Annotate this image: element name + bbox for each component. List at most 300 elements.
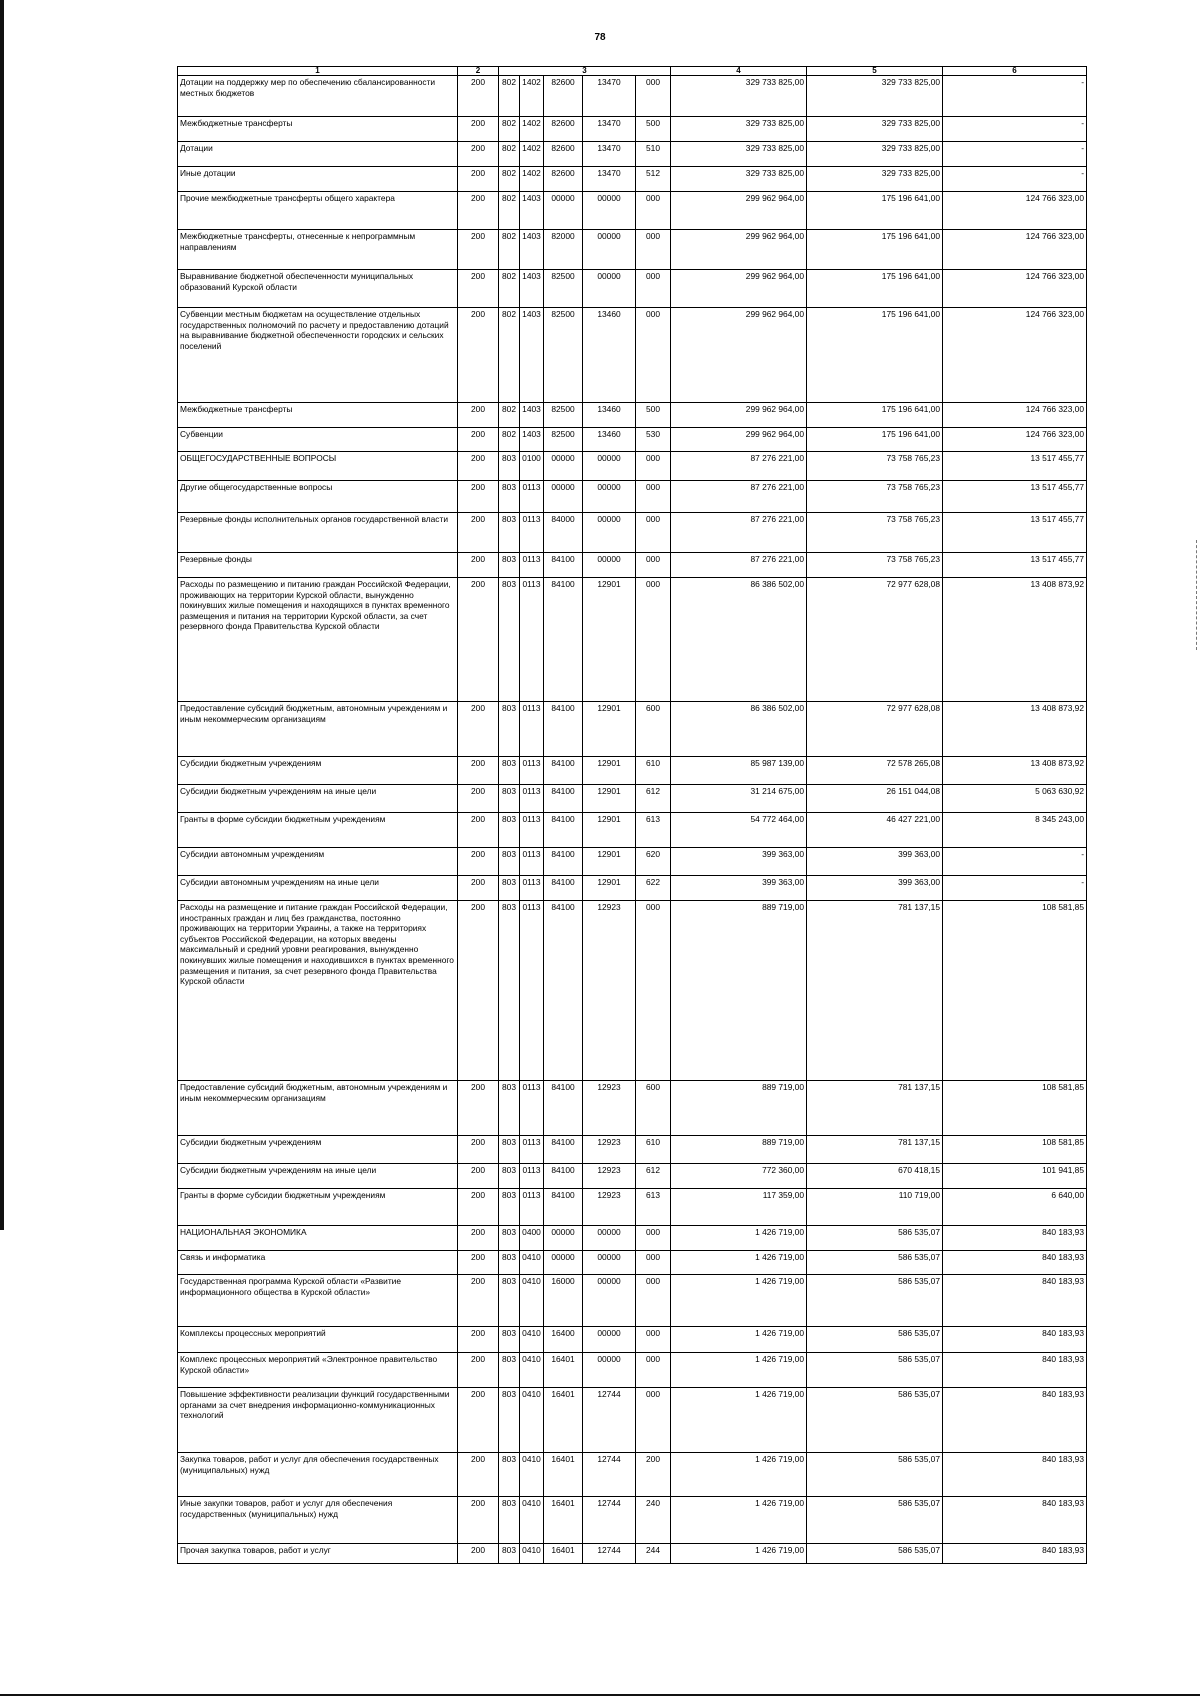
code-part-a: 803 (499, 1136, 520, 1164)
item-name: Иные закупки товаров, работ и услуг для обеспечения государственных (муниципальных) нужд (178, 1497, 458, 1544)
code-expense-type: 620 (636, 848, 671, 876)
code-section: 0410 (520, 1327, 544, 1353)
budget-table (177, 66, 1087, 1564)
code-ministry: 200 (458, 1388, 499, 1453)
amount-col4: 87 276 221,00 (671, 481, 807, 513)
amount-col6: 840 183,93 (943, 1353, 1087, 1388)
code-expense-type: 000 (636, 901, 671, 1081)
code-part-a: 803 (499, 1388, 520, 1453)
code-ministry: 200 (458, 513, 499, 553)
code-section: 1403 (520, 428, 544, 452)
amount-col5: 72 977 628,08 (807, 702, 943, 757)
table-row (178, 76, 1087, 117)
amount-col4: 299 962 964,00 (671, 428, 807, 452)
amount-col6: 13 408 873,92 (943, 578, 1087, 702)
code-direction: 13460 (583, 308, 636, 403)
code-ministry: 200 (458, 167, 499, 192)
table-row (178, 578, 1087, 702)
code-direction: 00000 (583, 230, 636, 270)
code-program: 82500 (544, 270, 583, 308)
code-program: 84100 (544, 1164, 583, 1189)
amount-col4: 86 386 502,00 (671, 702, 807, 757)
code-expense-type: 000 (636, 76, 671, 117)
code-expense-type: 244 (636, 1544, 671, 1564)
amount-col5: 586 535,07 (807, 1388, 943, 1453)
code-program: 82600 (544, 117, 583, 142)
code-ministry: 200 (458, 848, 499, 876)
code-direction: 13470 (583, 167, 636, 192)
code-expense-type: 000 (636, 578, 671, 702)
code-part-a: 802 (499, 270, 520, 308)
code-expense-type: 240 (636, 1497, 671, 1544)
amount-col4: 117 359,00 (671, 1189, 807, 1226)
amount-col4: 1 426 719,00 (671, 1453, 807, 1497)
code-expense-type: 613 (636, 813, 671, 848)
code-ministry: 200 (458, 481, 499, 513)
amount-col5: 73 758 765,23 (807, 553, 943, 578)
item-name: ОБЩЕГОСУДАРСТВЕННЫЕ ВОПРОСЫ (178, 452, 458, 481)
code-ministry: 200 (458, 270, 499, 308)
header-row (178, 67, 1087, 76)
code-section: 0113 (520, 848, 544, 876)
amount-col6: 5 063 630,92 (943, 785, 1087, 813)
code-program: 00000 (544, 1251, 583, 1275)
code-expense-type: 000 (636, 553, 671, 578)
code-expense-type: 000 (636, 1275, 671, 1327)
code-program: 16401 (544, 1544, 583, 1564)
amount-col5: 175 196 641,00 (807, 192, 943, 230)
code-part-a: 803 (499, 1189, 520, 1226)
item-name: Расходы по размещению и питанию граждан Российской Федерации, проживающих на территории Курской области, вынужденно покинувших жилые помещения и находящихся в пунктах временного размещения и питания на территории Курской области, за счет резервного фонда Правительства Курской области (178, 578, 458, 702)
amount-col4: 329 733 825,00 (671, 117, 807, 142)
code-direction: 13460 (583, 428, 636, 452)
amount-col5: 329 733 825,00 (807, 117, 943, 142)
code-ministry: 200 (458, 192, 499, 230)
amount-col6: - (943, 142, 1087, 167)
amount-col6: 13 517 455,77 (943, 513, 1087, 553)
amount-col6: - (943, 876, 1087, 901)
amount-col6: 13 517 455,77 (943, 481, 1087, 513)
item-name: Гранты в форме субсидии бюджетным учреждениям (178, 1189, 458, 1226)
code-program: 84100 (544, 757, 583, 785)
amount-col4: 299 962 964,00 (671, 192, 807, 230)
amount-col4: 772 360,00 (671, 1164, 807, 1189)
code-expense-type: 000 (636, 452, 671, 481)
code-part-a: 802 (499, 428, 520, 452)
table-row (178, 876, 1087, 901)
code-expense-type: 612 (636, 785, 671, 813)
table-row (178, 1453, 1087, 1497)
amount-col6: 124 766 323,00 (943, 270, 1087, 308)
code-part-a: 803 (499, 513, 520, 553)
code-program: 84100 (544, 1081, 583, 1136)
amount-col6: 840 183,93 (943, 1327, 1087, 1353)
code-section: 0113 (520, 481, 544, 513)
item-name: Комплекс процессных мероприятий «Электронное правительство Курской области» (178, 1353, 458, 1388)
amount-col6: 124 766 323,00 (943, 308, 1087, 403)
code-program: 84100 (544, 848, 583, 876)
code-expense-type: 613 (636, 1189, 671, 1226)
code-program: 84100 (544, 702, 583, 757)
code-expense-type: 000 (636, 481, 671, 513)
amount-col5: 586 535,07 (807, 1251, 943, 1275)
code-program: 16401 (544, 1353, 583, 1388)
table-row (178, 1497, 1087, 1544)
item-name: Предоставление субсидий бюджетным, автономным учреждениям и иным некоммерческим организациям (178, 702, 458, 757)
code-expense-type: 000 (636, 308, 671, 403)
code-part-a: 803 (499, 1497, 520, 1544)
code-direction: 00000 (583, 270, 636, 308)
code-section: 0113 (520, 553, 544, 578)
code-section: 0410 (520, 1453, 544, 1497)
code-ministry: 200 (458, 76, 499, 117)
code-part-a: 803 (499, 1226, 520, 1251)
header-cell: 2 (458, 67, 499, 76)
code-expense-type: 500 (636, 117, 671, 142)
amount-col4: 299 962 964,00 (671, 308, 807, 403)
code-direction: 12901 (583, 813, 636, 848)
amount-col5: 586 535,07 (807, 1453, 943, 1497)
code-section: 0410 (520, 1388, 544, 1453)
code-part-a: 803 (499, 876, 520, 901)
code-direction: 12901 (583, 848, 636, 876)
code-part-a: 803 (499, 757, 520, 785)
code-part-a: 803 (499, 1081, 520, 1136)
item-name: Гранты в форме субсидии бюджетным учреждениям (178, 813, 458, 848)
code-part-a: 803 (499, 785, 520, 813)
item-name: Предоставление субсидий бюджетным, автономным учреждениям и иным некоммерческим организациям (178, 1081, 458, 1136)
item-name: Субвенции местным бюджетам на осуществление отдельных государственных полномочий по расчету и предоставлению дотаций на выравнивание бюджетной обеспеченности городских и сельских поселений (178, 308, 458, 403)
amount-col5: 670 418,15 (807, 1164, 943, 1189)
amount-col5: 399 363,00 (807, 848, 943, 876)
table-row (178, 308, 1087, 403)
code-section: 1402 (520, 76, 544, 117)
amount-col5: 586 535,07 (807, 1226, 943, 1251)
amount-col4: 85 987 139,00 (671, 757, 807, 785)
code-section: 0410 (520, 1544, 544, 1564)
code-expense-type: 610 (636, 1136, 671, 1164)
item-name: Резервные фонды (178, 553, 458, 578)
code-direction: 00000 (583, 192, 636, 230)
item-name: Субвенции (178, 428, 458, 452)
table-row (178, 1164, 1087, 1189)
table-row (178, 1081, 1087, 1136)
amount-col4: 1 426 719,00 (671, 1497, 807, 1544)
code-ministry: 200 (458, 1453, 499, 1497)
amount-col5: 329 733 825,00 (807, 76, 943, 117)
table-row (178, 1544, 1087, 1564)
code-section: 0113 (520, 785, 544, 813)
amount-col4: 889 719,00 (671, 1081, 807, 1136)
code-section: 0100 (520, 452, 544, 481)
code-ministry: 200 (458, 1497, 499, 1544)
code-program: 82600 (544, 167, 583, 192)
amount-col5: 175 196 641,00 (807, 308, 943, 403)
amount-col6: 101 941,85 (943, 1164, 1087, 1189)
table-row (178, 270, 1087, 308)
table-row (178, 785, 1087, 813)
header-cell: 5 (807, 67, 943, 76)
table-row (178, 117, 1087, 142)
code-section: 0410 (520, 1251, 544, 1275)
code-ministry: 200 (458, 403, 499, 428)
code-ministry: 200 (458, 702, 499, 757)
amount-col6: 108 581,85 (943, 901, 1087, 1081)
item-name: Прочая закупка товаров, работ и услуг (178, 1544, 458, 1564)
header-cell: 6 (943, 67, 1087, 76)
code-part-a: 803 (499, 481, 520, 513)
amount-col4: 86 386 502,00 (671, 578, 807, 702)
code-program: 82500 (544, 403, 583, 428)
code-part-a: 803 (499, 901, 520, 1081)
table-row (178, 1275, 1087, 1327)
code-part-a: 803 (499, 1251, 520, 1275)
amount-col4: 299 962 964,00 (671, 270, 807, 308)
code-expense-type: 000 (636, 1251, 671, 1275)
code-ministry: 200 (458, 1164, 499, 1189)
amount-col6: - (943, 848, 1087, 876)
code-expense-type: 510 (636, 142, 671, 167)
amount-col5: 175 196 641,00 (807, 270, 943, 308)
code-direction: 12744 (583, 1544, 636, 1564)
code-program: 84100 (544, 578, 583, 702)
amount-col6: - (943, 117, 1087, 142)
amount-col4: 1 426 719,00 (671, 1327, 807, 1353)
code-direction: 12923 (583, 1081, 636, 1136)
table-row (178, 757, 1087, 785)
code-part-a: 802 (499, 403, 520, 428)
amount-col6: 840 183,93 (943, 1497, 1087, 1544)
amount-col6: 108 581,85 (943, 1136, 1087, 1164)
amount-col5: 110 719,00 (807, 1189, 943, 1226)
code-direction: 12923 (583, 901, 636, 1081)
code-direction: 13470 (583, 76, 636, 117)
code-direction: 00000 (583, 513, 636, 553)
amount-col4: 1 426 719,00 (671, 1544, 807, 1564)
amount-col6: 124 766 323,00 (943, 192, 1087, 230)
table-row (178, 1136, 1087, 1164)
code-section: 1403 (520, 192, 544, 230)
code-direction: 13470 (583, 142, 636, 167)
code-direction: 12744 (583, 1453, 636, 1497)
code-expense-type: 612 (636, 1164, 671, 1189)
code-direction: 00000 (583, 1353, 636, 1388)
code-expense-type: 000 (636, 230, 671, 270)
code-ministry: 200 (458, 876, 499, 901)
amount-col6: 13 517 455,77 (943, 452, 1087, 481)
code-expense-type: 000 (636, 1353, 671, 1388)
code-part-a: 803 (499, 1275, 520, 1327)
amount-col5: 46 427 221,00 (807, 813, 943, 848)
table-row (178, 403, 1087, 428)
amount-col6: 124 766 323,00 (943, 403, 1087, 428)
amount-col6: 8 345 243,00 (943, 813, 1087, 848)
amount-col5: 781 137,15 (807, 1081, 943, 1136)
amount-col6: 6 640,00 (943, 1189, 1087, 1226)
table-row (178, 142, 1087, 167)
item-name: Субсидии автономным учреждениям на иные цели (178, 876, 458, 901)
amount-col5: 399 363,00 (807, 876, 943, 901)
code-program: 16000 (544, 1275, 583, 1327)
code-ministry: 200 (458, 1327, 499, 1353)
code-part-a: 803 (499, 452, 520, 481)
code-expense-type: 000 (636, 1327, 671, 1353)
code-part-a: 803 (499, 1453, 520, 1497)
amount-col6: 124 766 323,00 (943, 428, 1087, 452)
table-row (178, 481, 1087, 513)
code-ministry: 200 (458, 1275, 499, 1327)
code-program: 82600 (544, 76, 583, 117)
amount-col5: 781 137,15 (807, 1136, 943, 1164)
amount-col5: 781 137,15 (807, 901, 943, 1081)
code-program: 82000 (544, 230, 583, 270)
amount-col6: 13 517 455,77 (943, 553, 1087, 578)
amount-col6: 840 183,93 (943, 1226, 1087, 1251)
code-program: 16401 (544, 1388, 583, 1453)
table-row (178, 452, 1087, 481)
code-part-a: 803 (499, 813, 520, 848)
item-name: Повышение эффективности реализации функций государственными органами за счет внедрения информационно-коммуникационных технологий (178, 1388, 458, 1453)
header-cell: 3 (499, 67, 671, 76)
code-section: 0113 (520, 876, 544, 901)
code-program: 16400 (544, 1327, 583, 1353)
amount-col5: 72 977 628,08 (807, 578, 943, 702)
amount-col5: 175 196 641,00 (807, 403, 943, 428)
code-ministry: 200 (458, 1251, 499, 1275)
code-direction: 13460 (583, 403, 636, 428)
amount-col4: 1 426 719,00 (671, 1251, 807, 1275)
code-part-a: 802 (499, 192, 520, 230)
amount-col5: 26 151 044,08 (807, 785, 943, 813)
code-part-a: 802 (499, 308, 520, 403)
code-section: 1403 (520, 270, 544, 308)
item-name: Прочие межбюджетные трансферты общего характера (178, 192, 458, 230)
item-name: Комплексы процессных мероприятий (178, 1327, 458, 1353)
table-row (178, 1226, 1087, 1251)
item-name: Субсидии бюджетным учреждениям (178, 1136, 458, 1164)
item-name: Субсидии бюджетным учреждениям на иные цели (178, 1164, 458, 1189)
table-row (178, 1353, 1087, 1388)
amount-col4: 399 363,00 (671, 848, 807, 876)
code-part-a: 802 (499, 142, 520, 167)
code-ministry: 200 (458, 117, 499, 142)
amount-col6: 840 183,93 (943, 1388, 1087, 1453)
table-row (178, 1189, 1087, 1226)
code-program: 84100 (544, 1136, 583, 1164)
code-section: 0113 (520, 757, 544, 785)
item-name: Субсидии автономным учреждениям (178, 848, 458, 876)
code-section: 0113 (520, 813, 544, 848)
code-section: 1403 (520, 230, 544, 270)
amount-col4: 1 426 719,00 (671, 1388, 807, 1453)
code-expense-type: 600 (636, 702, 671, 757)
code-part-a: 803 (499, 702, 520, 757)
code-section: 1402 (520, 167, 544, 192)
amount-col4: 329 733 825,00 (671, 76, 807, 117)
code-program: 00000 (544, 1226, 583, 1251)
table-row (178, 192, 1087, 230)
code-ministry: 200 (458, 1081, 499, 1136)
code-part-a: 803 (499, 1164, 520, 1189)
code-expense-type: 610 (636, 757, 671, 785)
scan-bottom-edge (0, 1694, 1200, 1696)
code-ministry: 200 (458, 1353, 499, 1388)
table-row (178, 513, 1087, 553)
item-name: Субсидии бюджетным учреждениям (178, 757, 458, 785)
code-expense-type: 000 (636, 192, 671, 230)
code-part-a: 803 (499, 553, 520, 578)
amount-col4: 329 733 825,00 (671, 167, 807, 192)
code-program: 16401 (544, 1497, 583, 1544)
table-row (178, 901, 1087, 1081)
code-section: 0410 (520, 1275, 544, 1327)
code-part-a: 802 (499, 76, 520, 117)
code-expense-type: 000 (636, 513, 671, 553)
code-program: 00000 (544, 192, 583, 230)
code-ministry: 200 (458, 1189, 499, 1226)
code-direction: 00000 (583, 1226, 636, 1251)
code-direction: 12901 (583, 757, 636, 785)
code-program: 84100 (544, 1189, 583, 1226)
code-direction: 00000 (583, 1275, 636, 1327)
code-expense-type: 512 (636, 167, 671, 192)
code-expense-type: 622 (636, 876, 671, 901)
amount-col4: 87 276 221,00 (671, 553, 807, 578)
code-section: 0113 (520, 1164, 544, 1189)
code-part-a: 803 (499, 1353, 520, 1388)
code-expense-type: 000 (636, 1388, 671, 1453)
code-direction: 12901 (583, 785, 636, 813)
code-direction: 00000 (583, 553, 636, 578)
amount-col4: 299 962 964,00 (671, 230, 807, 270)
scan-right-marks (1196, 540, 1199, 650)
code-part-a: 802 (499, 117, 520, 142)
amount-col5: 329 733 825,00 (807, 142, 943, 167)
item-name: Иные дотации (178, 167, 458, 192)
code-direction: 12901 (583, 702, 636, 757)
table-row (178, 428, 1087, 452)
code-ministry: 200 (458, 757, 499, 785)
code-ministry: 200 (458, 578, 499, 702)
amount-col5: 329 733 825,00 (807, 167, 943, 192)
code-program: 84000 (544, 513, 583, 553)
item-name: Закупка товаров, работ и услуг для обеспечения государственных (муниципальных) нужд (178, 1453, 458, 1497)
amount-col5: 586 535,07 (807, 1497, 943, 1544)
item-name: Дотации (178, 142, 458, 167)
code-section: 0113 (520, 1136, 544, 1164)
code-expense-type: 200 (636, 1453, 671, 1497)
amount-col4: 1 426 719,00 (671, 1226, 807, 1251)
code-section: 0113 (520, 901, 544, 1081)
code-part-a: 803 (499, 1327, 520, 1353)
amount-col4: 54 772 464,00 (671, 813, 807, 848)
code-part-a: 803 (499, 848, 520, 876)
amount-col6: 840 183,93 (943, 1251, 1087, 1275)
code-ministry: 200 (458, 785, 499, 813)
code-ministry: 200 (458, 901, 499, 1081)
code-direction: 00000 (583, 481, 636, 513)
code-section: 0113 (520, 702, 544, 757)
table-row (178, 1251, 1087, 1275)
code-direction: 00000 (583, 1327, 636, 1353)
code-ministry: 200 (458, 1544, 499, 1564)
code-ministry: 200 (458, 230, 499, 270)
code-ministry: 200 (458, 813, 499, 848)
item-name: Межбюджетные трансферты, отнесенные к непрограммным направлениям (178, 230, 458, 270)
code-part-a: 802 (499, 167, 520, 192)
code-section: 1403 (520, 308, 544, 403)
item-name: Межбюджетные трансферты (178, 403, 458, 428)
